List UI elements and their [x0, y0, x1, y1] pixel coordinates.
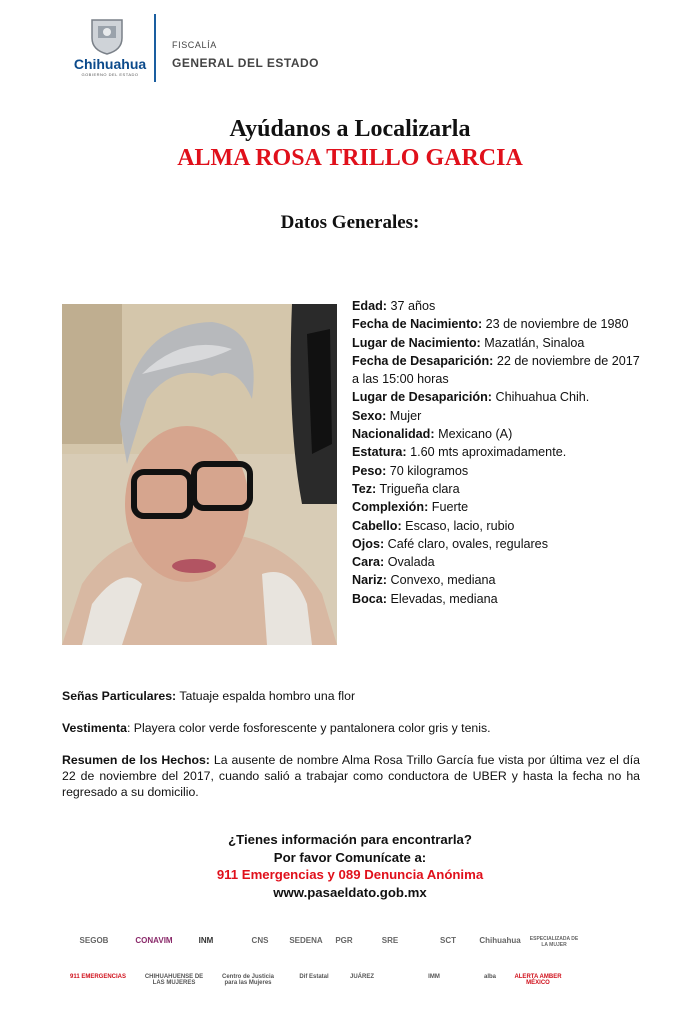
detail-row: [352, 498, 640, 516]
agency-logo: SEDENA: [289, 936, 323, 945]
detail-label: Tez:: [352, 481, 377, 496]
agency-logo: SCT: [440, 936, 456, 945]
agency-logo: SRE: [381, 936, 399, 945]
detail-row: [352, 480, 640, 498]
section-title: Datos Generales:: [280, 212, 420, 233]
agency-logo: CNS: [251, 936, 269, 945]
agency-logo: CHIHUAHUENSE DE LAS MUJERES: [144, 974, 204, 986]
missing-person-name: ALMA ROSA TRILLO GARCIA: [177, 145, 523, 171]
detail-value: Elevadas, mediana: [387, 591, 498, 606]
agency-logo: Dif Estatal: [299, 974, 329, 980]
detail-value: 1.60 mts aproximadamente.: [406, 445, 567, 460]
state-name: Chihuahua: [73, 56, 147, 72]
detail-value: Fuerte: [428, 500, 469, 515]
fiscalia-name: GENERAL DEL ESTADO: [172, 56, 320, 70]
cta-question: ¿Tienes información para encontrarla?: [228, 832, 472, 847]
detail-row: [352, 407, 640, 425]
detail-label: Nariz:: [352, 573, 387, 588]
detail-label: Nacionalidad:: [352, 427, 435, 442]
agency-logo: 911 EMERGENCIAS: [69, 974, 127, 980]
detail-label: Complexión:: [352, 500, 429, 515]
detail-value: 22 de noviembre de 2017 a las 15:00 horas: [352, 353, 640, 387]
detail-label: Estatura:: [352, 445, 407, 460]
general-data-list: [352, 297, 640, 608]
vestimenta-label: Vestimenta: [62, 721, 127, 735]
detail-value: Café claro, ovales, regulares: [384, 536, 548, 551]
detail-row: [352, 388, 640, 406]
detail-label: Edad:: [352, 299, 387, 313]
detail-label: Cabello:: [352, 518, 402, 533]
detail-row: [352, 315, 640, 333]
portrait-image: [62, 304, 337, 645]
detail-value: 70 kilogramos: [386, 463, 469, 478]
detail-row: [352, 462, 640, 480]
header-divider: [154, 14, 156, 82]
detail-label: Lugar de Desaparición:: [352, 390, 492, 405]
detail-label: Lugar de Nacimiento:: [352, 335, 481, 350]
detail-row: [352, 297, 640, 315]
state-subtitle: GOBIERNO DEL ESTADO: [81, 72, 139, 77]
detail-label: Cara:: [352, 555, 385, 570]
header: [60, 12, 380, 82]
facts-summary: [62, 752, 640, 800]
agency-logo: IMM: [428, 974, 440, 980]
detail-value: 37 años: [386, 299, 436, 313]
detail-row: [352, 352, 640, 389]
detail-label: Boca:: [352, 591, 387, 606]
detail-value: Mujer: [386, 408, 422, 423]
person-photo: [62, 304, 337, 645]
cta-phone-numbers: 911 Emergencias y 089 Denuncia Anónima: [216, 867, 484, 882]
resumen-value: La ausente de nombre Alma Rosa Trillo García fue vista por última vez el día 22 de noviembre del 2017, cuando salió a trabajar como conductora de UBER y hasta la fecha no ha regresado a su domicilio.: [62, 753, 640, 799]
detail-value: Convexo, mediana: [387, 573, 496, 588]
detail-row: [352, 571, 640, 589]
state-seal-icon: [86, 16, 128, 56]
clothing: [62, 720, 640, 736]
detail-row: [352, 535, 640, 553]
detail-value: Escaso, lacio, rubio: [401, 518, 515, 533]
agency-logo: CONAVIM: [135, 936, 173, 945]
detail-row: [352, 553, 640, 571]
agency-logo: alba: [483, 974, 496, 980]
detail-value: Trigueña clara: [376, 481, 460, 496]
cta-website-link[interactable]: www.pasaeldato.gob.mx: [273, 885, 427, 900]
detail-value: Ovalada: [384, 555, 435, 570]
agency-logo: ESPECIALIZADA DE LA MUJER: [529, 936, 579, 948]
detail-row: [352, 590, 640, 608]
senas-value: Tatuaje espalda hombro una flor: [176, 689, 356, 703]
fiscalia-label: FISCALÍA: [172, 40, 217, 50]
agency-logo: Chihuahua: [479, 936, 521, 945]
senas-label: Señas Particulares:: [62, 689, 177, 703]
agency-logo: PGR: [335, 936, 353, 945]
page-title: Ayúdanos a Localizarla: [229, 116, 471, 142]
detail-row: [352, 443, 640, 461]
detail-row: [352, 425, 640, 443]
agency-logo: JUÁREZ: [349, 974, 374, 980]
detail-value: Mexicano (A): [434, 427, 513, 442]
detail-value: Chihuahua Chih.: [491, 390, 590, 405]
agency-logo: ALERTA AMBER MÉXICO: [514, 974, 562, 986]
vestimenta-value: : Playera color verde fosforescente y pantalonera color gris y tenis.: [126, 721, 491, 735]
agency-logo: SEGOB: [79, 936, 109, 945]
detail-row: [352, 334, 640, 352]
agency-logo: Centro de Justicia para las Mujeres: [221, 974, 274, 986]
detail-label: Sexo:: [352, 408, 387, 423]
detail-label: Fecha de Desaparición:: [352, 353, 494, 368]
detail-label: Peso:: [352, 463, 387, 478]
detail-row: [352, 517, 640, 535]
agency-logo: INM: [198, 936, 214, 945]
detail-value: 23 de noviembre de 1980: [482, 317, 629, 332]
agency-logos: [62, 922, 640, 1022]
detail-label: Fecha de Nacimiento:: [352, 317, 483, 332]
resumen-label: Resumen de los Hechos:: [62, 753, 210, 767]
cta-contact-prompt: Por favor Comunícate a:: [273, 850, 427, 865]
detail-value: Mazatlán, Sinaloa: [480, 335, 585, 350]
detail-label: Ojos:: [352, 536, 385, 551]
distinguishing-marks: [62, 688, 640, 704]
